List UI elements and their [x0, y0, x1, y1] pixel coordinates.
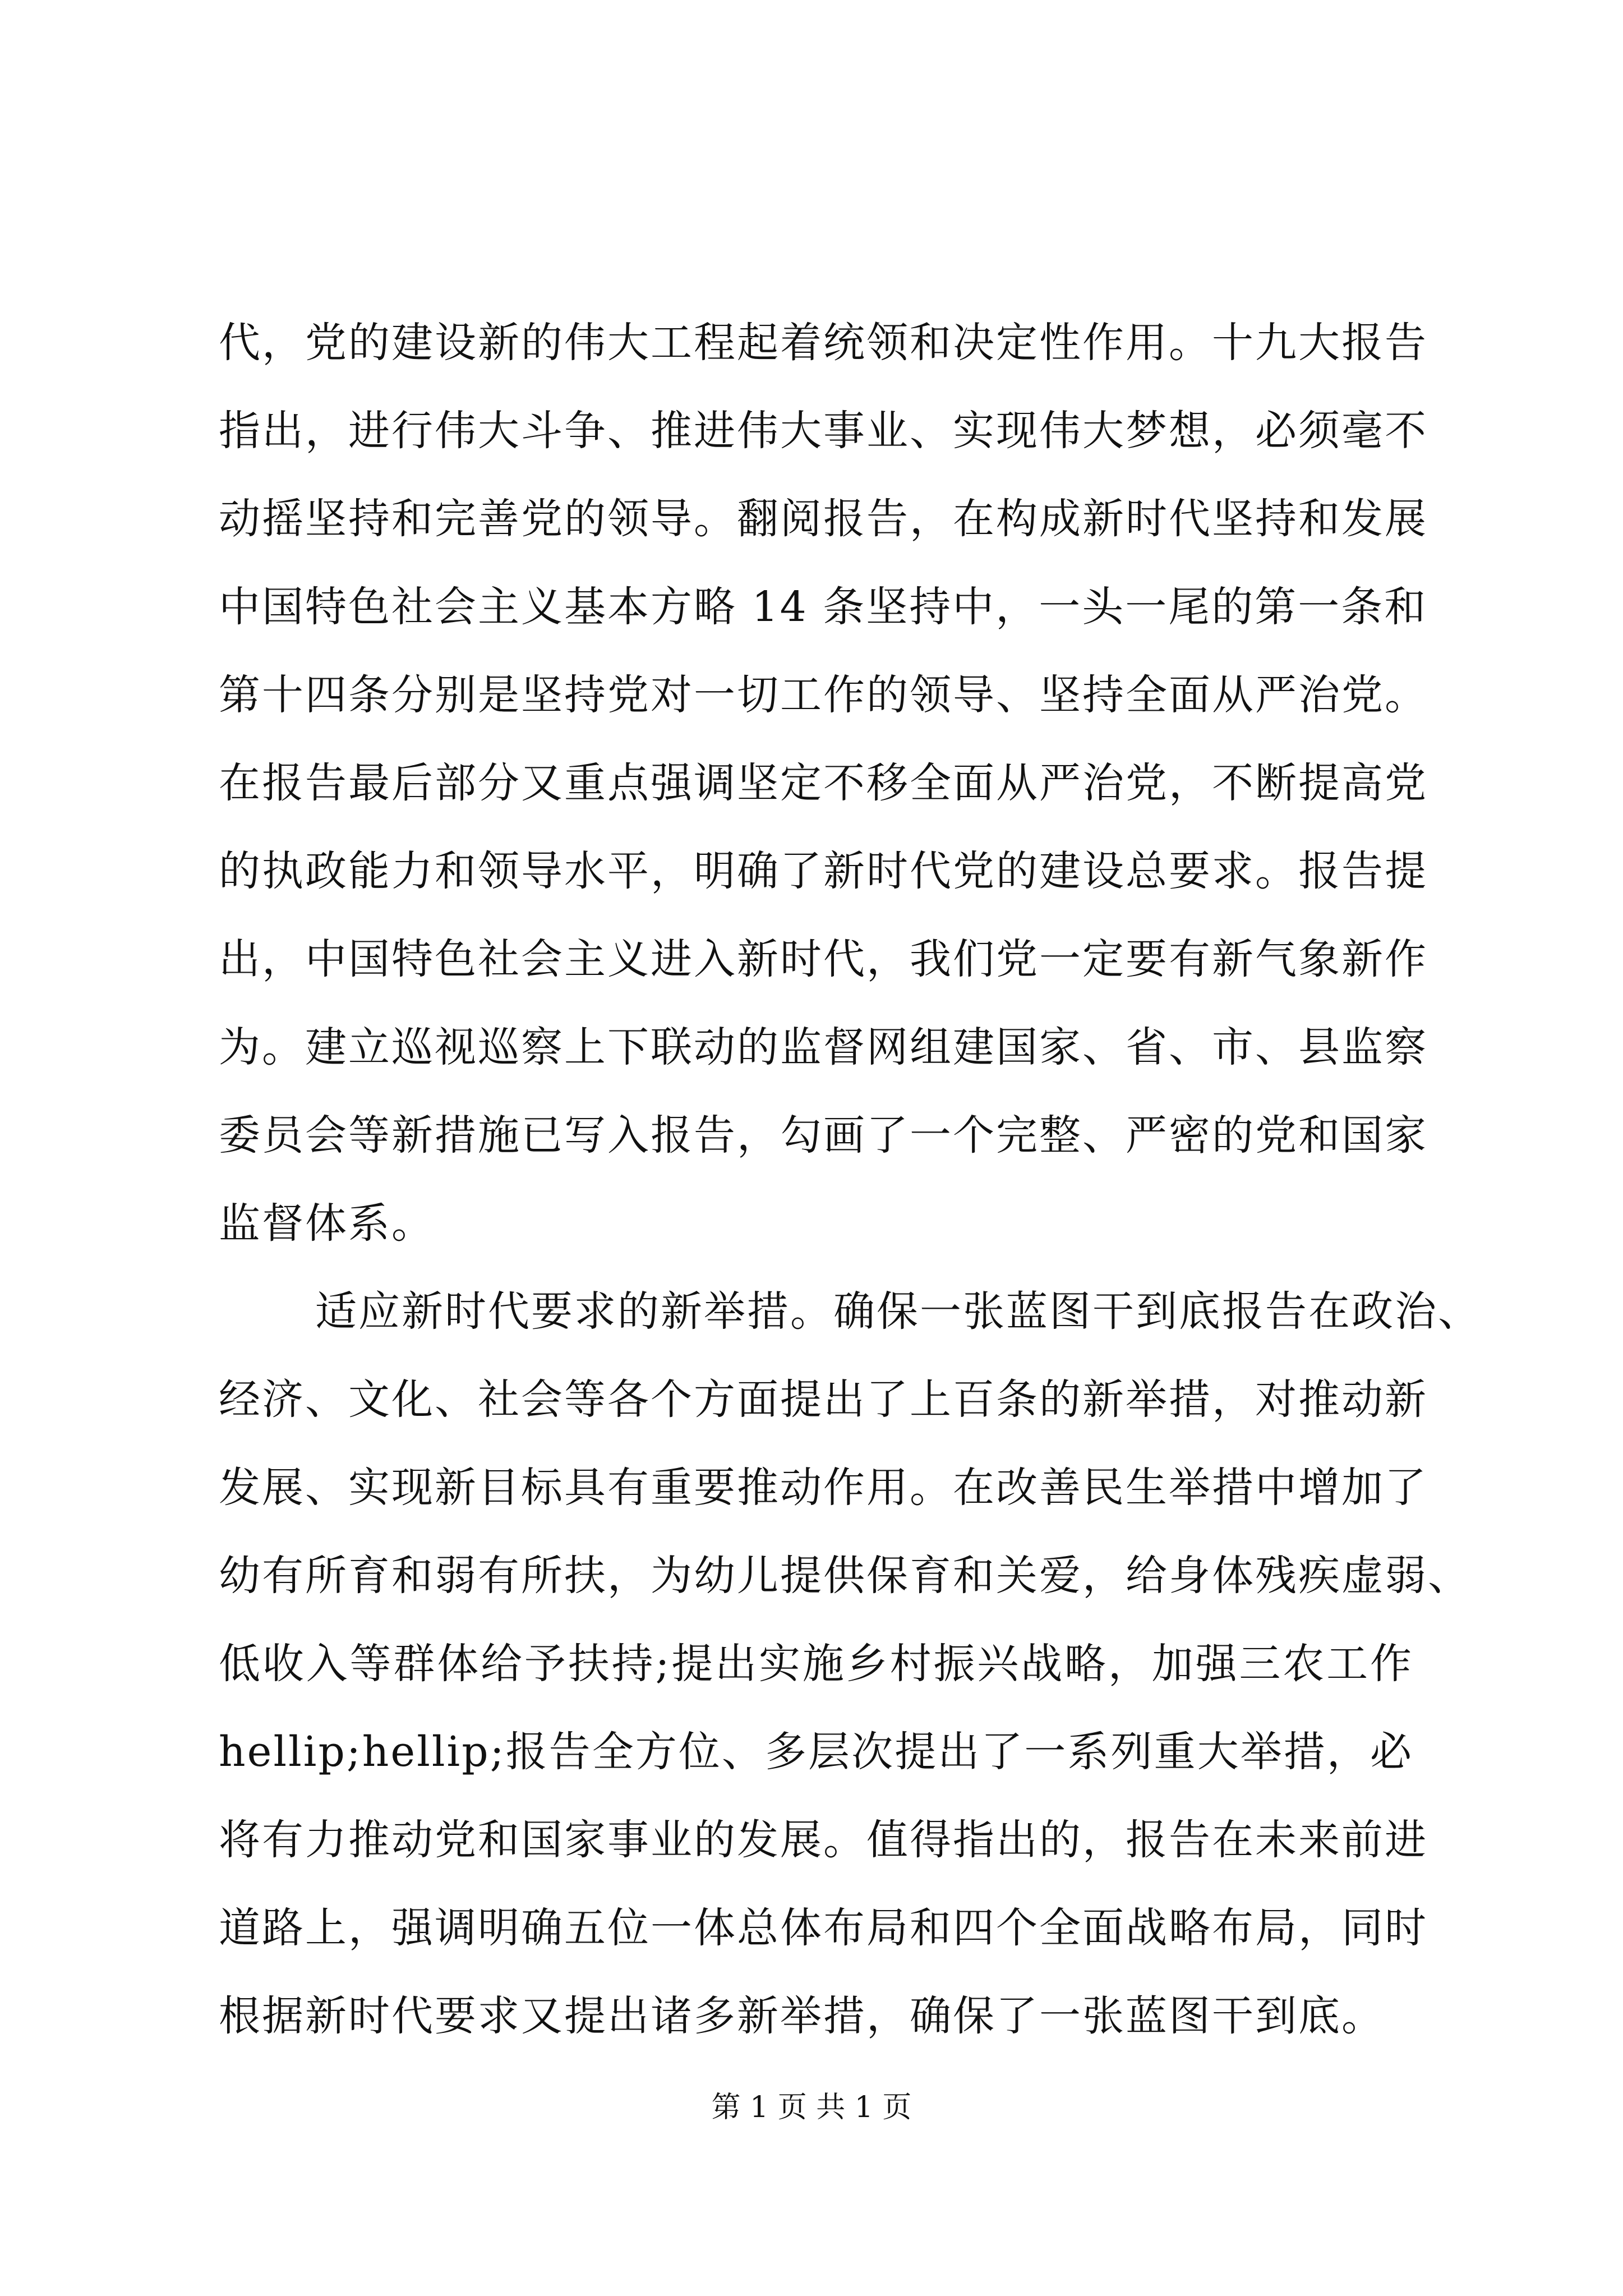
paragraph-line: 经济、文化、社会等各个方面提出了上百条的新举措，对推动新 [219, 1375, 1428, 1424]
paragraph-line: 代，党的建设新的伟大工程起着统领和决定性作用。十九大报告 [219, 319, 1428, 367]
paragraph-line: 中国特色社会主义基本方略 14 条坚持中，一头一尾的第一条和 [219, 583, 1428, 631]
paragraph-line: 低收入等群体给予扶持;提出实施乡村振兴战略，加强三农工作 [219, 1640, 1413, 1688]
paragraph-line: 指出，进行伟大斗争、推进伟大事业、实现伟大梦想，必须毫不 [219, 407, 1428, 455]
paragraph-line: 发展、实现新目标具有重要推动作用。在改善民生举措中增加了 [219, 1464, 1428, 1512]
paragraph-line: hellip;hellip;报告全方位、多层次提出了一系列重大举措，必 [219, 1728, 1413, 1776]
paragraph-line: 适应新时代要求的新举措。确保一张蓝图干到底报告在政治、 [315, 1287, 1481, 1336]
paragraph-line: 将有力推动党和国家事业的发展。值得指出的，报告在未来前进 [219, 1816, 1428, 1864]
paragraph-line: 第十四条分别是坚持党对一切工作的领导、坚持全面从严治党。 [219, 671, 1428, 719]
paragraph-line: 在报告最后部分又重点强调坚定不移全面从严治党，不断提高党 [219, 759, 1428, 807]
paragraph-line: 委员会等新措施已写入报告，勾画了一个完整、严密的党和国家 [219, 1111, 1428, 1159]
paragraph-line: 监督体系。 [219, 1199, 435, 1248]
document-body [219, 299, 1481, 2060]
paragraph-line: 幼有所育和弱有所扶，为幼儿提供保育和关爱，给身体残疾虚弱、 [219, 1552, 1471, 1600]
paragraph-line: 出，中国特色社会主义进入新时代，我们党一定要有新气象新作 [219, 935, 1428, 983]
paragraph-line: 的执政能力和领导水平，明确了新时代党的建设总要求。报告提 [219, 847, 1428, 895]
paragraph-1 [219, 299, 1428, 1268]
paragraph-line: 为。建立巡视巡察上下联动的监督网组建国家、省、市、县监察 [219, 1023, 1428, 1071]
page-number-footer: 第 1 页 共 1 页 [711, 2091, 912, 2124]
paragraph-2 [219, 1268, 1481, 2060]
paragraph-line: 道路上，强调明确五位一体总体布局和四个全面战略布局，同时 [219, 1904, 1428, 1952]
paragraph-line: 动摇坚持和完善党的领导。翻阅报告，在构成新时代坚持和发展 [219, 495, 1428, 543]
paragraph-line: 根据新时代要求又提出诸多新举措，确保了一张蓝图干到底。 [219, 1992, 1385, 2040]
